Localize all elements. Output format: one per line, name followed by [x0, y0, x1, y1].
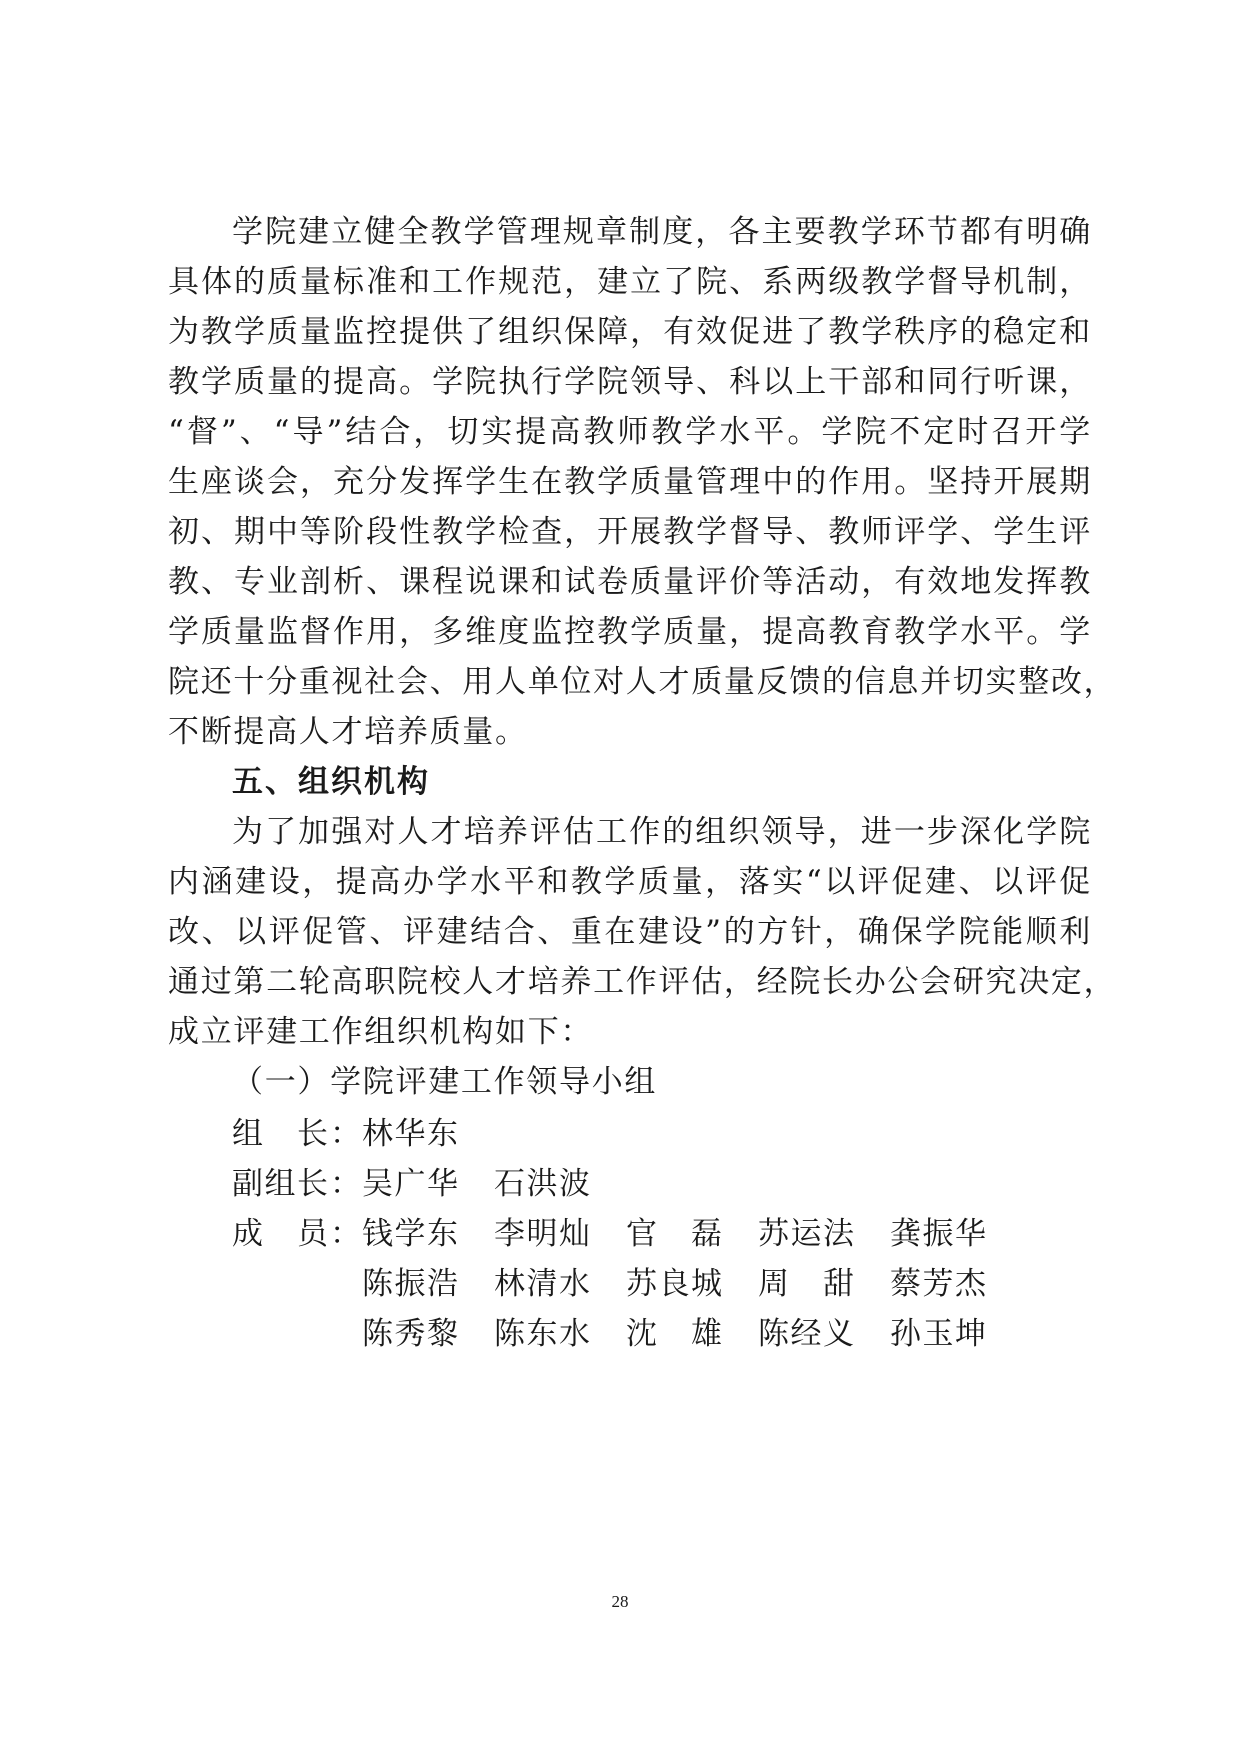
leader-label: 组长 [232, 1116, 328, 1152]
member-name: 陈东水 [494, 1316, 590, 1352]
paragraph-line: 生座谈会，充分发挥学生在教学质量管理中的作用。坚持开展期 [168, 464, 1092, 500]
paragraph-line: 教、专业剖析、课程说课和试卷质量评价等活动，有效地发挥教 [168, 564, 1092, 600]
member-name: 蔡芳杰 [890, 1266, 986, 1302]
paragraph-line: 改、以评促管、评建结合、重在建设”的方针，确保学院能顺利 [168, 914, 1092, 950]
members-label: 成员 [232, 1216, 328, 1252]
page-number: 28 [611, 1592, 629, 1611]
paragraph-line: 具体的质量标准和工作规范，建立了院、系两级教学督导机制， [168, 264, 1092, 300]
member-name: 陈振浩 [362, 1266, 458, 1302]
deputy-colon: ： [330, 1166, 361, 1202]
paragraph-line: 学院建立健全教学管理规章制度，各主要教学环节都有明确 [232, 214, 1092, 250]
paragraph-line: “督”、“导”结合，切实提高教师教学水平。学院不定时召开学 [168, 414, 1092, 450]
member-name: 李明灿 [494, 1216, 590, 1252]
member-name: 陈秀黎 [362, 1316, 458, 1352]
members-colon: ： [330, 1216, 361, 1252]
member-name: 苏运法 [758, 1216, 854, 1252]
paragraph-line: 初、期中等阶段性教学检查，开展教学督导、教师评学、学生评 [168, 514, 1092, 550]
paragraph-line: 院还十分重视社会、用人单位对人才质量反馈的信息并切实整改， [168, 664, 1117, 700]
deputy-name: 吴广华 [362, 1166, 458, 1202]
paragraph-line: 成立评建工作组织机构如下： [168, 1014, 594, 1050]
paragraph-line: 学质量监督作用，多维度监控教学质量，提高教育教学水平。学 [168, 614, 1092, 650]
deputy-label: 副组长 [232, 1166, 328, 1202]
deputy-name: 石洪波 [494, 1166, 590, 1202]
member-name: 沈雄 [626, 1316, 722, 1352]
paragraph-line: 内涵建设，提高办学水平和教学质量，落实“以评促建、以评促 [168, 864, 1092, 900]
member-name: 苏良城 [626, 1266, 722, 1302]
member-name: 孙玉坤 [890, 1316, 986, 1352]
section-heading: 五、组织机构 [232, 764, 430, 800]
member-name: 钱学东 [362, 1216, 458, 1252]
subsection-heading: （一）学院评建工作领导小组 [232, 1064, 658, 1100]
paragraph-line: 为教学质量监控提供了组织保障，有效促进了教学秩序的稳定和 [168, 314, 1092, 350]
member-name: 龚振华 [890, 1216, 986, 1252]
paragraph-line: 不断提高人才培养质量。 [168, 714, 528, 750]
member-name: 周甜 [758, 1266, 854, 1302]
paragraph-line: 教学质量的提高。学院执行学院领导、科以上干部和同行听课， [168, 364, 1092, 400]
member-name: 官磊 [626, 1216, 722, 1252]
member-name: 林清水 [494, 1266, 590, 1302]
leader-colon: ： [330, 1116, 361, 1152]
member-name: 陈经义 [758, 1316, 854, 1352]
paragraph-line: 为了加强对人才培养评估工作的组织领导，进一步深化学院 [232, 814, 1092, 850]
paragraph-line: 通过第二轮高职院校人才培养工作评估，经院长办公会研究决定， [168, 964, 1117, 1000]
leader-name: 林华东 [362, 1116, 458, 1152]
